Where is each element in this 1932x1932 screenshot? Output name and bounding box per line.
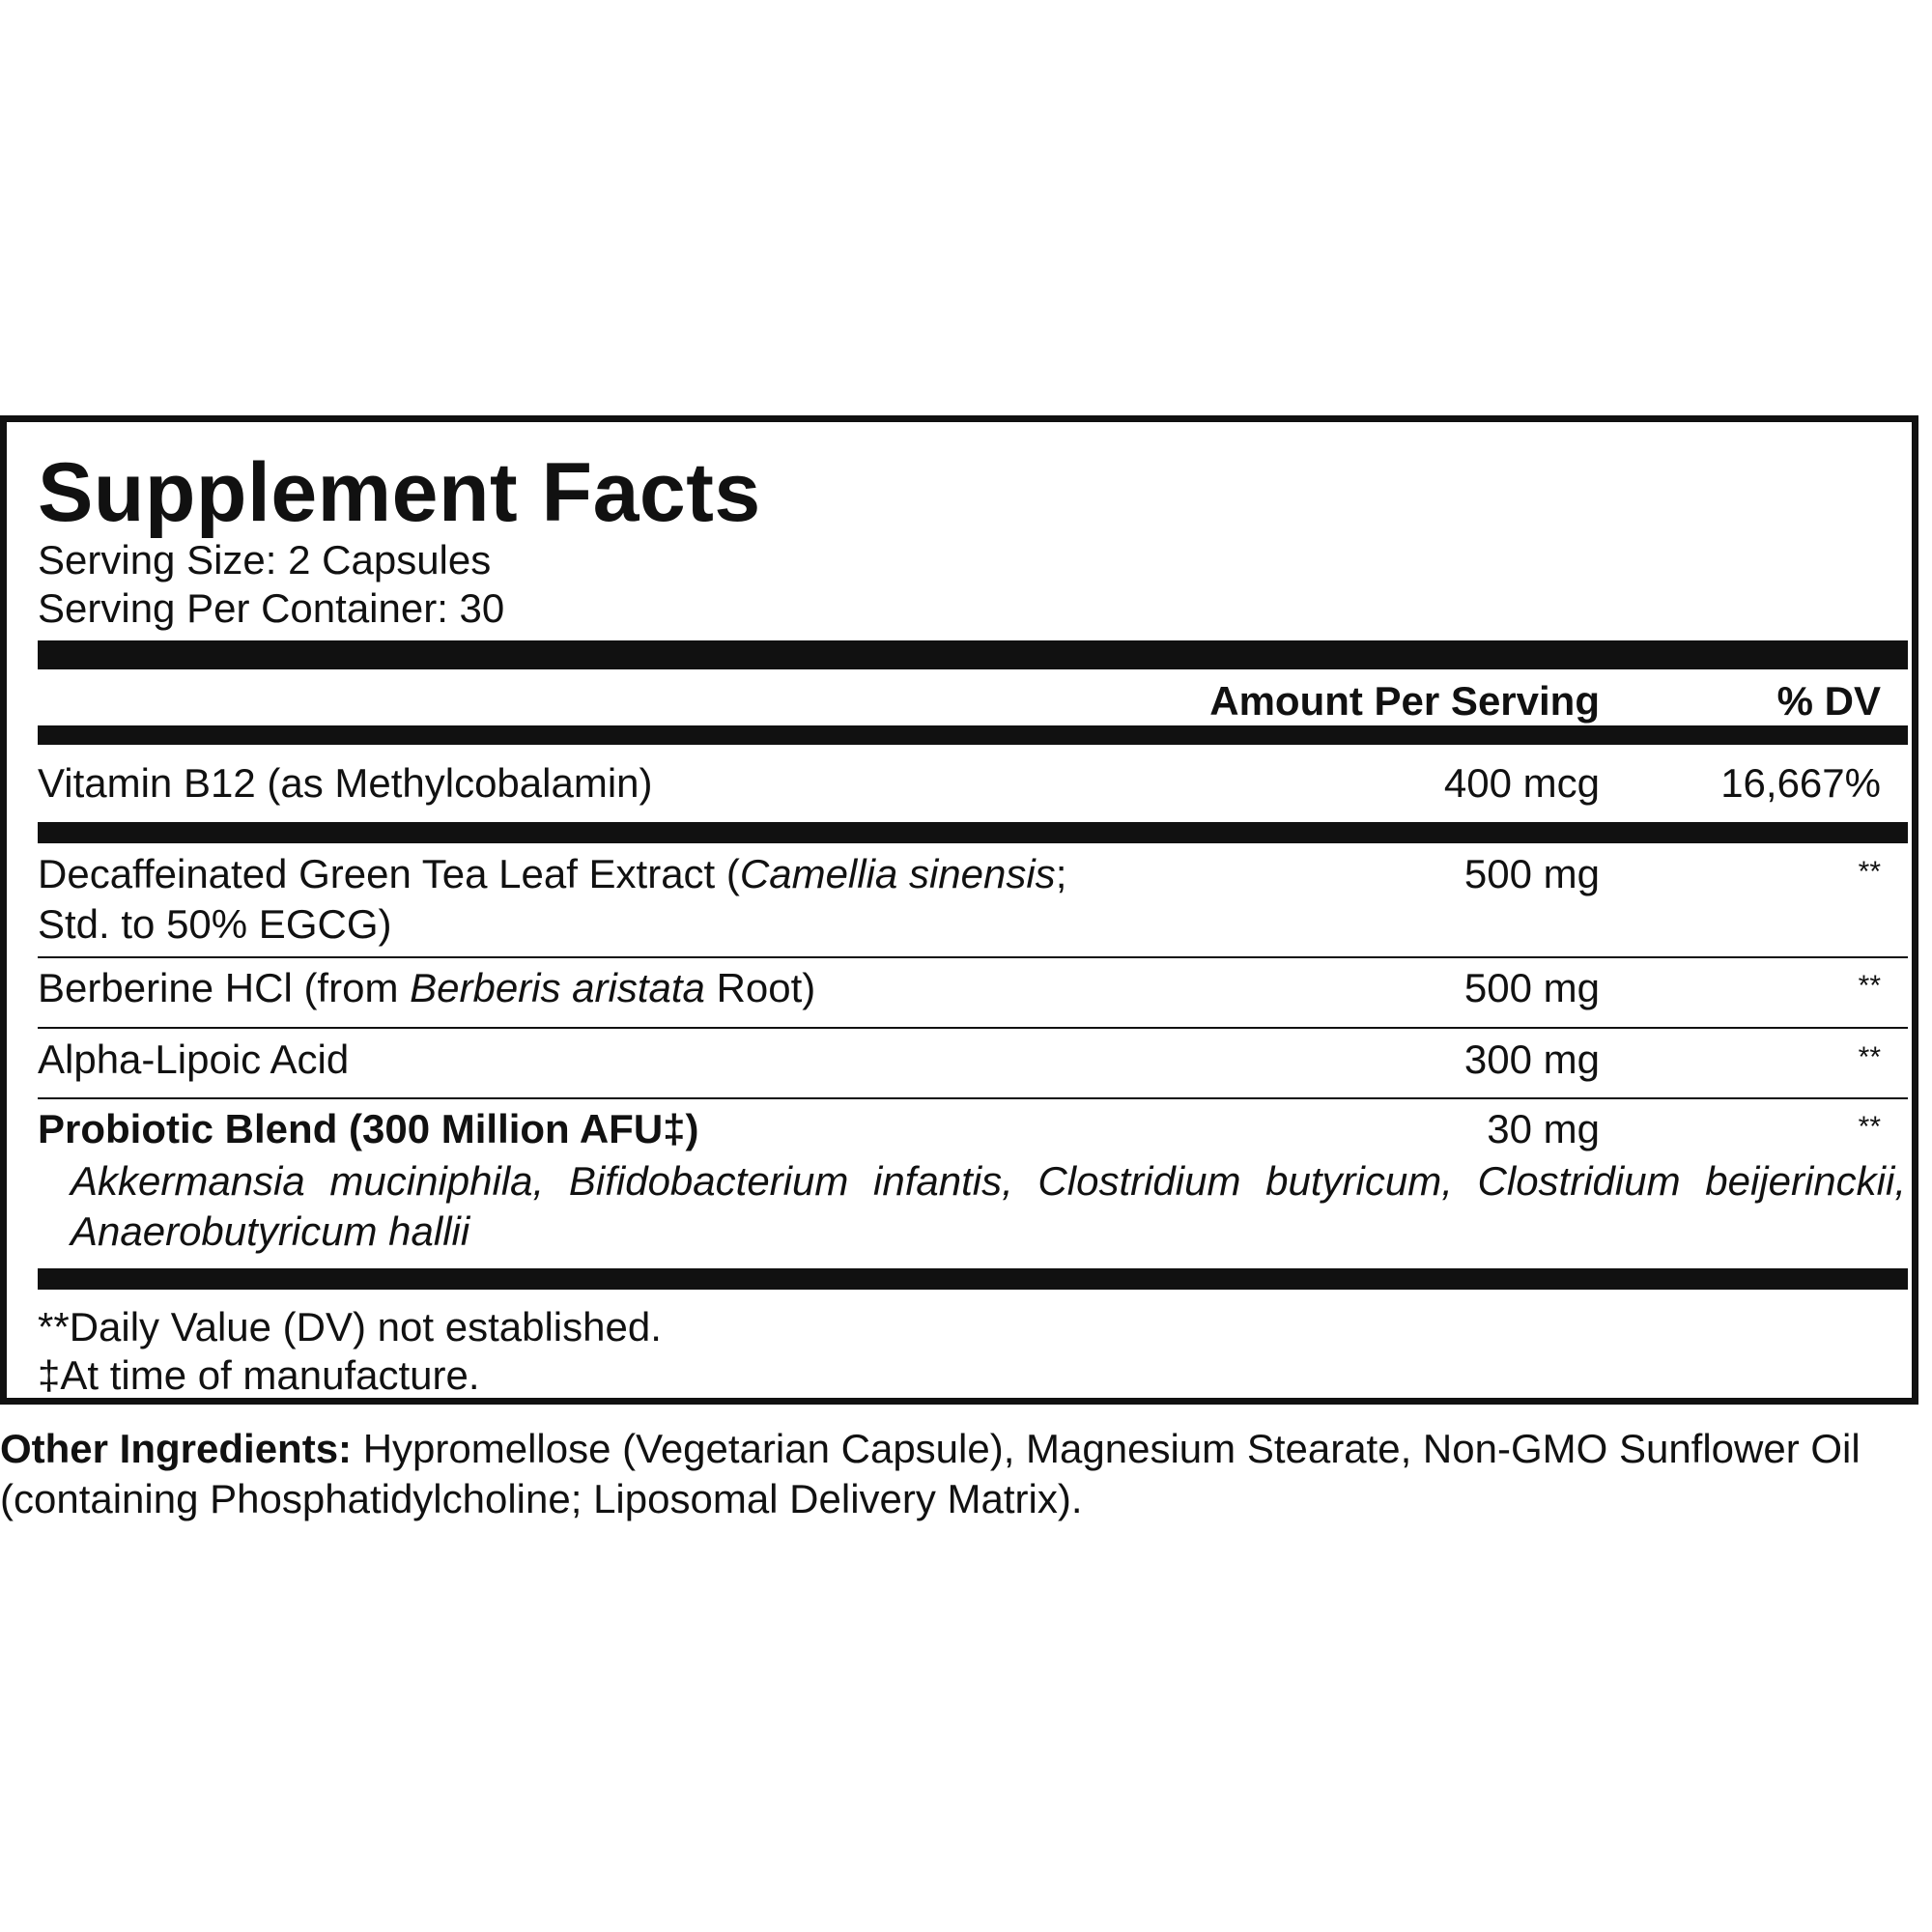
nutrient-amount-vitamin-b12: 400 mcg bbox=[1443, 760, 1600, 806]
footnote-afu: ‡At time of manufacture. bbox=[38, 1352, 480, 1398]
nutrient-name-probiotic-blend: Probiotic Blend (300 Million AFU‡) bbox=[38, 1106, 699, 1151]
medium-divider bbox=[38, 822, 1908, 843]
berberine-name-suffix: Root) bbox=[704, 965, 816, 1010]
serving-size: Serving Size: 2 Capsules bbox=[38, 537, 492, 582]
nutrient-dv-vitamin-b12: 16,667% bbox=[1720, 760, 1881, 806]
supplement-facts-panel bbox=[0, 415, 1918, 1405]
other-ingredients-text: Hypromellose (Vegetarian Capsule), Magnesium Stearate, Non-GMO Sunflower Oil (containing Phosphatidylcholine; Liposomal Delivery Matrix). bbox=[0, 1426, 1861, 1521]
panel-title: Supplement Facts bbox=[38, 446, 761, 539]
medium-divider bbox=[38, 1268, 1908, 1290]
nutrient-dv-green-tea-extract: ** bbox=[1858, 856, 1881, 888]
nutrient-amount-alpha-lipoic-acid: 300 mg bbox=[1463, 1037, 1600, 1082]
probiotic-strain-list: Akkermansia muciniphila, Bifidobacterium infantis, Clostridium butyricum, Clostridium beijerinckii, Anaerobutyricum hallii bbox=[71, 1158, 1906, 1254]
nutrient-amount-green-tea-extract: 500 mg bbox=[1463, 851, 1600, 896]
row-divider bbox=[38, 1027, 1908, 1029]
servings-per-container: Serving Per Container: 30 bbox=[38, 585, 505, 631]
daily-value-header: % DV bbox=[1776, 678, 1881, 724]
other-ingredients bbox=[0, 1424, 1928, 1524]
berberine-latin-name: Berberis aristata bbox=[410, 965, 705, 1010]
green-tea-standardization: Std. to 50% EGCG) bbox=[38, 901, 392, 947]
berberine-name-prefix: Berberine HCl (from bbox=[38, 965, 411, 1010]
nutrient-name-berberine bbox=[38, 963, 1197, 1013]
nutrient-dv-berberine: ** bbox=[1858, 970, 1881, 1002]
nutrient-dv-probiotic-blend: ** bbox=[1858, 1111, 1881, 1143]
amount-per-serving-header: Amount Per Serving bbox=[1209, 678, 1600, 724]
thick-divider bbox=[38, 640, 1908, 669]
green-tea-latin-name: Camellia sinensis bbox=[739, 851, 1056, 896]
medium-divider bbox=[38, 725, 1908, 745]
nutrient-dv-alpha-lipoic-acid: ** bbox=[1858, 1041, 1881, 1073]
nutrient-amount-probiotic-blend: 30 mg bbox=[1487, 1106, 1600, 1151]
footnote-dv: **Daily Value (DV) not established. bbox=[38, 1304, 662, 1350]
nutrient-amount-berberine: 500 mg bbox=[1463, 965, 1600, 1010]
row-divider bbox=[38, 956, 1908, 958]
nutrient-name-green-tea-extract bbox=[38, 849, 1197, 950]
other-ingredients-label: Other Ingredients: bbox=[0, 1426, 353, 1471]
green-tea-name-suffix: ; bbox=[1055, 851, 1067, 896]
green-tea-name-prefix: Decaffeinated Green Tea Leaf Extract ( bbox=[38, 851, 740, 896]
row-divider bbox=[38, 1097, 1908, 1099]
nutrient-name-vitamin-b12: Vitamin B12 (as Methylcobalamin) bbox=[38, 760, 653, 806]
nutrient-name-alpha-lipoic-acid: Alpha-Lipoic Acid bbox=[38, 1037, 350, 1082]
